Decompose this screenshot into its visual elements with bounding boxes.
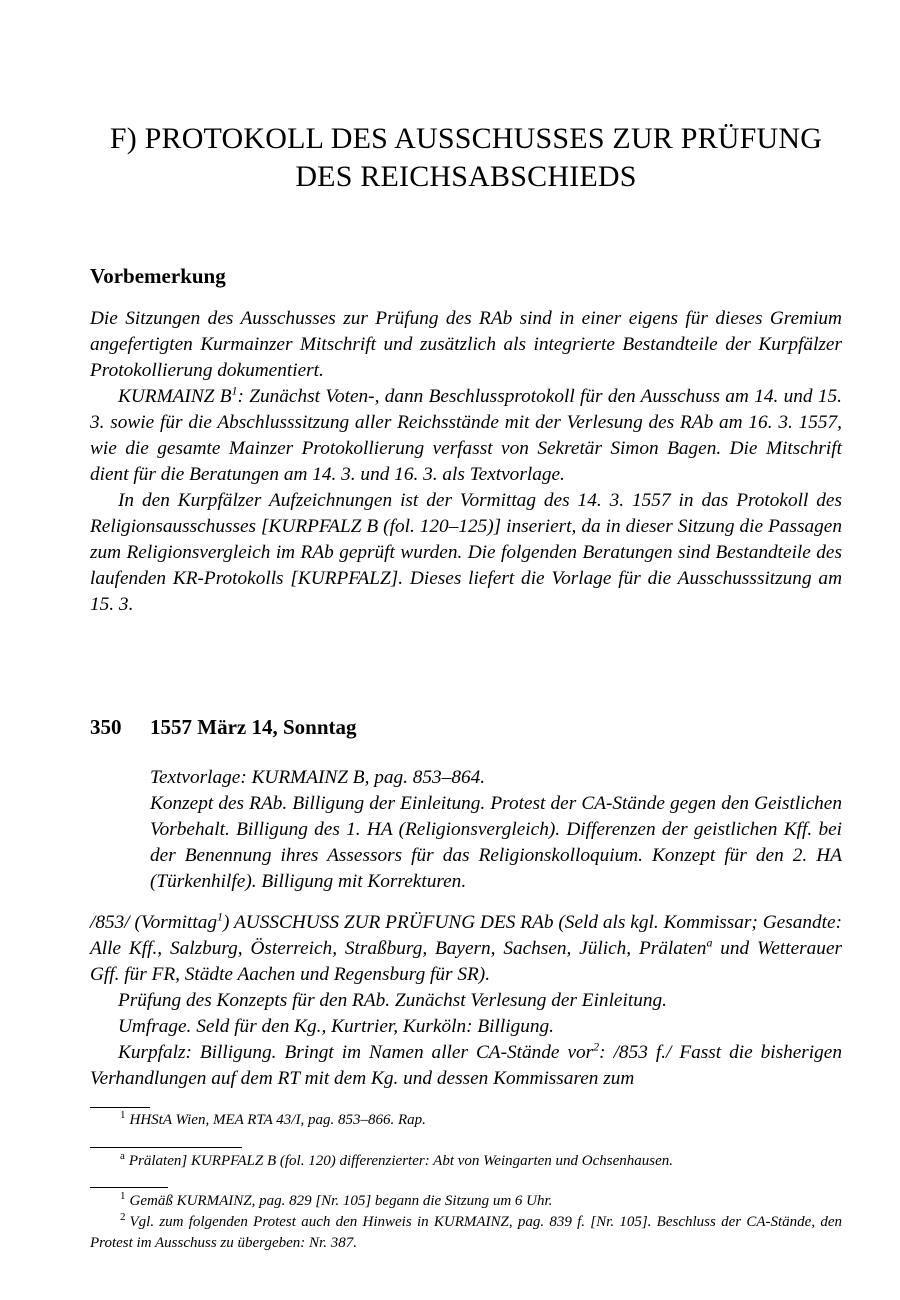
page-title-line-2: DES REICHSABSCHIEDS [295, 160, 637, 193]
kurmainz-b-label: KURMAINZ B [118, 386, 232, 407]
record-paragraph-2: Prüfung des Konzepts für den RAb. Zunächst Verlesung der Einleitung. [118, 990, 667, 1011]
kurmainz-b-description: : Zunächst Voten-, dann Beschlussprotokoll für den Ausschuss am 14. und 15. 3. sowie für die Abschlusssitzung aller Reichsstände mit der Verlesung des RAb am 16. 3. 1557, wie die gesamte Mainzer Protokollierung verfasst von Sekretär Simon Bagen. Die Mitschrift dient für die Beratungen am 14. 3. und 16. 3. als Textvorlage. [90, 386, 842, 485]
record-p4-start: Kurpfalz: Billigung. Bringt im Namen aller CA-Stände vor [118, 1042, 594, 1063]
footnote-ref-1: 1 [231, 383, 238, 398]
document-summary [150, 765, 842, 895]
vorbemerkung-paragraph-3: In den Kurpfälzer Aufzeichnungen ist der Vormittag des 14. 3. 1557 in das Protokoll des Religionsausschusses [KURPFALZ B (fol. 120–125)] inseriert, da in dieser Sitzung die Passagen zum Religionsvergleich im RAb geprüft wurden. Die folgenden Beratungen sind Bestandteile des laufenden KR-Protokolls [KURPFALZ]. Dieses liefert die Vorlage für die Ausschusssitzung am 15. 3. [90, 490, 842, 615]
page-title [90, 120, 842, 196]
vorbemerkung-paragraph-1: Die Sitzungen des Ausschusses zur Prüfung des RAb sind in einer eigens für dieses Gremium angefertigten Kurmainzer Mitschrift und zusätzlich als integrierte Bestandteile der Kurpfälzer Protokollierung dokumentiert. [90, 308, 842, 381]
footnote-source [90, 1110, 842, 1131]
document-heading [90, 715, 357, 740]
page-title-line-1: F) PROTOKOLL DES AUSSCHUSSES ZUR PRÜFUNG [109, 122, 823, 155]
protocol-record [90, 910, 842, 1092]
footnote-g1-number: 1 [120, 1190, 126, 1202]
record-p1-end: und Wetterauer Gff. für FR, Städte Aachen und Regensburg für SR). [90, 938, 843, 985]
summary-text: Konzept des RAb. Billigung der Einleitung. Protest der CA-Stände gegen den Geistlichen Vorbehalt. Billigung des 1. HA (Religionsvergleich). Differenzen der geistlichen Kff. bei der Benennung ihres Assessors für das Religionskolloquium. Konzept für den 2. HA (Türkenhilfe). Billigung mit Korrekturen. [150, 793, 842, 892]
record-p1-middle: ) AUSSCHUSS ZUR PRÜFUNG DES RAb (Seld als kgl. Kommissar; Gesandte: Alle Kff., Salzburg, Österreich, Straßburg, Bayern, Sachsen, Jülich, Prälaten [90, 912, 842, 959]
vorbemerkung-heading: Vorbemerkung [90, 264, 226, 288]
vorbemerkung-paragraph-2 [90, 384, 842, 488]
record-paragraph-4 [90, 1040, 842, 1092]
record-p4-end: : /853 f./ Fasst die bisherigen Verhandlungen auf dem RT mit dem Kg. und dessen Kommissaren zum [90, 1042, 843, 1089]
footnote-g1-text: Gemäß KURMAINZ, pag. 829 [Nr. 105] begann die Sitzung um 6 Uhr. [129, 1193, 553, 1209]
footnote-divider-3 [90, 1187, 168, 1188]
footnote-g2-text: Vgl. zum folgenden Protest auch den Hinweis in KURMAINZ, pag. 839 f. [Nr. 105]. Beschluss der CA-Stände, den Protest im Ausschuss zu übergeben: Nr. 387. [90, 1214, 842, 1251]
footnote-ref-a: a [706, 935, 713, 950]
footnote-g2-number: 2 [120, 1211, 126, 1223]
footnote-divider-1 [90, 1107, 150, 1108]
record-paragraph-3: Umfrage. Seld für den Kg., Kurtrier, Kurköln: Billigung. [118, 1016, 554, 1037]
document-date: 1557 März 14, Sonntag [150, 715, 357, 739]
footnote-1-text: HHStA Wien, MEA RTA 43/I, pag. 853–866. Rap. [129, 1112, 426, 1128]
footnote-1-number: 1 [120, 1109, 126, 1121]
vorbemerkung-text [90, 306, 842, 618]
footnote-variant [90, 1151, 842, 1172]
document-number: 350 [90, 715, 122, 739]
record-p1-start: /853/ (Vormittag [90, 912, 218, 933]
footnote-divider-2 [90, 1147, 242, 1148]
footnote-ref-record-2: 2 [593, 1039, 600, 1054]
textvorlage-line: Textvorlage: KURMAINZ B, pag. 853–864. [150, 767, 486, 788]
footnote-ref-record-1: 1 [217, 909, 224, 924]
footnote-a-text: Prälaten] KURPFALZ B (fol. 120) differenzierter: Abt von Weingarten und Ochsenhausen. [128, 1153, 674, 1169]
footnote-a-letter: a [120, 1150, 125, 1162]
record-paragraph-1 [90, 910, 842, 988]
footnote-commentary [90, 1191, 842, 1254]
